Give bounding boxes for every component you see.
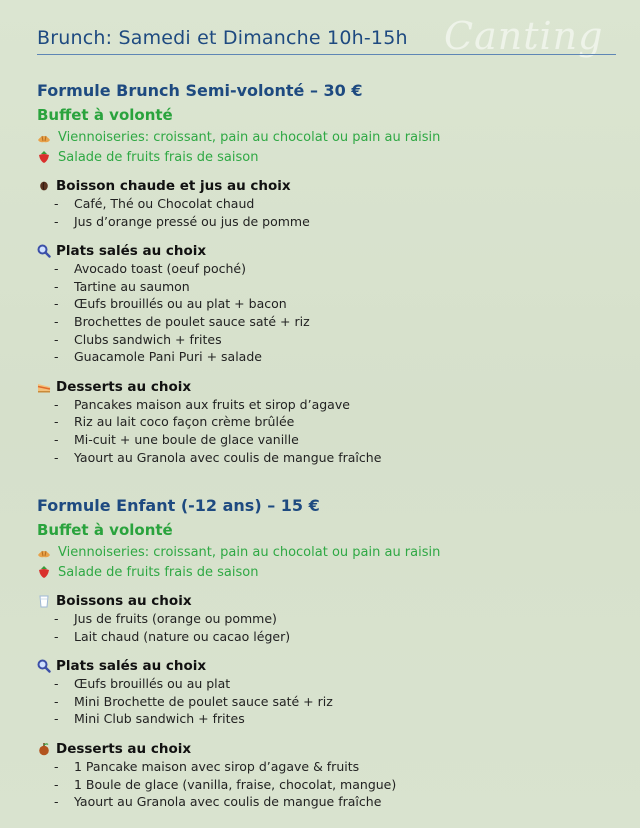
list-item: - Café, Thé ou Chocolat chaud [54,196,255,211]
list-item: - Mini Brochette de poulet sauce saté + riz [54,693,333,709]
buffet-line [37,543,617,563]
list-item: - Tartine au saumon [54,278,190,294]
formula-enfant [37,496,617,811]
croissant-icon [37,131,51,145]
item-list [37,195,617,230]
strawberry-icon [37,150,51,164]
section-desserts [37,378,617,466]
item-list [37,675,617,728]
buffet-line-text: Viennoiseries: croissant, pain au chocolat ou pain au raisin [58,130,441,145]
list-item: - Pancakes maison aux fruits et sirop d’agave [54,396,350,412]
list-item: - Yaourt au Granola avec coulis de mangue fraîche [54,794,382,810]
section-title: Desserts au choix [56,740,192,757]
magnifier-icon [37,244,51,258]
magnifier-icon [37,659,51,673]
cake-icon [37,380,51,394]
section-savory [37,242,617,366]
section-hot-drinks [37,177,617,230]
list-item: - Guacamole Pani Puri + salade [54,349,262,365]
buffet-line-text: Viennoiseries: croissant, pain au chocolat ou pain au raisin [58,545,441,560]
formula-title: Formule Enfant (-12 ans) – 15 € [37,496,320,515]
list-item: - Jus d’orange pressé ou jus de pomme [54,213,310,229]
list-item: - Jus de fruits (orange ou pomme) [54,611,277,626]
list-item: - Brochettes de poulet sauce saté + riz [54,313,310,329]
section-title: Plats salés au choix [56,658,207,675]
section-title: Desserts au choix [56,378,192,395]
formula-brunch [37,81,617,466]
glass-of-milk-icon [37,594,51,608]
section-desserts [37,740,617,811]
section-savory [37,657,617,728]
buffet-line [37,128,617,148]
list-item: - 1 Pancake maison avec sirop d’agave & fruits [54,758,360,774]
coffee-bean-icon [37,179,51,193]
buffet-title: Buffet à volonté [37,521,173,539]
section-title: Boisson chaude et jus au choix [56,178,291,194]
header-divider [37,54,616,55]
buffet-title: Buffet à volonté [37,106,173,124]
list-item: - Avocado toast (oeuf poché) [54,261,247,277]
croissant-icon [37,546,51,560]
list-item: - Lait chaud (nature ou cacao léger) [54,628,291,644]
list-item: - Œufs brouillés ou au plat + bacon [54,296,287,312]
list-item: - Mi-cuit + une boule de glace vanille [54,431,299,447]
list-item: - Œufs brouillés ou au plat [54,676,231,692]
page-title: Brunch: Samedi et Dimanche 10h-15h [37,27,408,49]
list-item: - Clubs sandwich + frites [54,331,222,347]
buffet-line-text: Salade de fruits frais de saison [58,149,259,165]
list-item: - Riz au lait coco façon crème brûlée [54,414,295,430]
item-list [37,610,617,645]
list-item: - 1 Boule de glace (vanilla, fraise, chocolat, mangue) [54,776,397,792]
section-drinks [37,592,617,645]
buffet-line [37,148,617,168]
item-list [37,260,617,366]
buffet-line [37,563,617,583]
strawberry-icon [37,565,51,579]
formula-title: Formule Brunch Semi-volonté – 30 € [37,81,363,100]
buffet-line-text: Salade de fruits frais de saison [58,564,259,580]
item-list [37,758,617,811]
list-item: - Mini Club sandwich + frites [54,711,245,727]
section-title: Plats salés au choix [56,243,207,260]
list-item: - Yaourt au Granola avec coulis de mangue fraîche [54,449,382,465]
caramel-apple-icon [37,742,51,756]
restaurant-logo: Canting [444,14,604,58]
section-title: Boissons au choix [56,593,192,609]
item-list [37,396,617,466]
